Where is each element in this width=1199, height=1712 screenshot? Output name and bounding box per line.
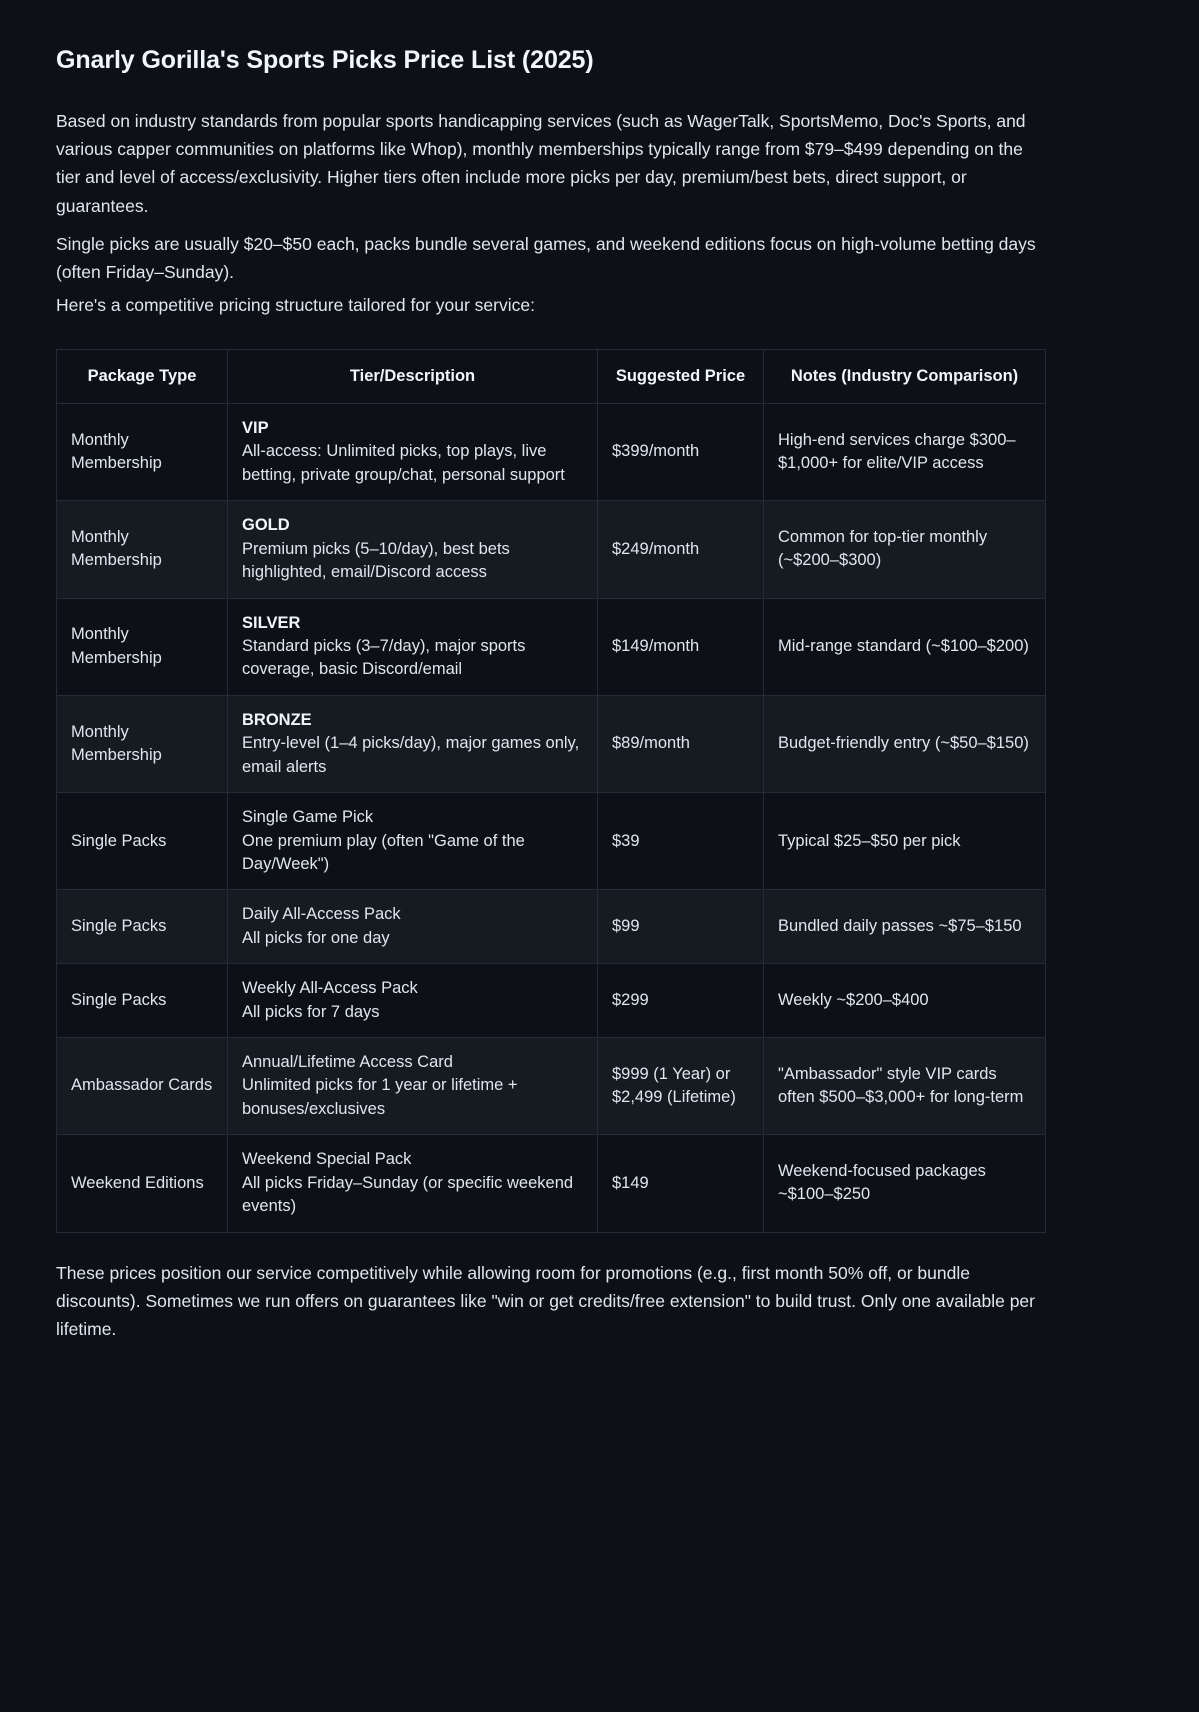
tier-name: BRONZE bbox=[242, 710, 312, 729]
tier-description: Premium picks (5–10/day), best bets highlighted, email/Discord access bbox=[242, 539, 510, 582]
cell-notes: High-end services charge $300–$1,000+ for elite/VIP access bbox=[764, 404, 1046, 501]
table-header bbox=[57, 349, 1046, 403]
cell-package-type: Monthly Membership bbox=[57, 404, 228, 501]
cell-package-type: Single Packs bbox=[57, 890, 228, 964]
table-row bbox=[57, 964, 1046, 1038]
cell-package-type: Single Packs bbox=[57, 793, 228, 890]
column-header-notes: Notes (Industry Comparison) bbox=[764, 349, 1046, 403]
cell-notes: Common for top-tier monthly (~$200–$300) bbox=[764, 501, 1046, 598]
tier-name: SILVER bbox=[242, 613, 301, 632]
cell-tier-description bbox=[228, 1038, 598, 1135]
table-row bbox=[57, 1135, 1046, 1232]
tier-description: All picks for 7 days bbox=[242, 1002, 380, 1021]
cell-notes: Weekend-focused packages ~$100–$250 bbox=[764, 1135, 1046, 1232]
cell-package-type: Weekend Editions bbox=[57, 1135, 228, 1232]
tier-description: Unlimited picks for 1 year or lifetime + bonuses/exclusives bbox=[242, 1076, 518, 1118]
column-header-suggested-price: Suggested Price bbox=[598, 349, 764, 403]
cell-suggested-price: $149/month bbox=[598, 598, 764, 695]
closing-section bbox=[56, 1259, 1143, 1344]
cell-suggested-price: $399/month bbox=[598, 404, 764, 501]
cell-tier-description bbox=[228, 598, 598, 695]
tier-description: All picks Friday–Sunday (or specific weekend events) bbox=[242, 1173, 574, 1216]
table-row bbox=[57, 1038, 1046, 1135]
cell-suggested-price: $149 bbox=[598, 1135, 764, 1232]
cell-package-type: Single Packs bbox=[57, 964, 228, 1038]
table-body bbox=[57, 404, 1046, 1233]
tier-name: Daily All-Access Pack bbox=[242, 905, 401, 924]
tier-name: Single Game Pick bbox=[242, 808, 374, 827]
cell-notes: Mid-range standard (~$100–$200) bbox=[764, 598, 1046, 695]
cell-suggested-price: $999 (1 Year) or $2,499 (Lifetime) bbox=[598, 1038, 764, 1135]
cell-notes: Typical $25–$50 per pick bbox=[764, 793, 1046, 890]
tier-description: Entry-level (1–4 picks/day), major games only, email alerts bbox=[242, 734, 580, 776]
cell-package-type: Monthly Membership bbox=[57, 501, 228, 598]
cell-suggested-price: $99 bbox=[598, 890, 764, 964]
closing-paragraph: These prices position our service competitively while allowing room for promotions (e.g., first month 50% off, or bundle discounts). Sometimes we run offers on guarantees like "win or get credits/free extension" to build trust. Only one available per lifetime. bbox=[56, 1262, 1035, 1340]
cell-tier-description bbox=[228, 404, 598, 501]
intro-paragraph-3: Here's a competitive pricing structure tailored for your service: bbox=[56, 294, 535, 315]
cell-tier-description bbox=[228, 964, 598, 1038]
intro-section bbox=[56, 107, 1143, 319]
tier-description: One premium play (often "Game of the Day/Week") bbox=[242, 831, 525, 873]
tier-name: GOLD bbox=[242, 516, 290, 535]
table-row bbox=[57, 793, 1046, 890]
page-title: Gnarly Gorilla's Sports Picks Price List (2025) bbox=[56, 46, 594, 74]
cell-suggested-price: $89/month bbox=[598, 695, 764, 792]
intro-paragraph-2: Single picks are usually $20–$50 each, packs bundle several games, and weekend editions focus on high-volume betting days (often Friday–Sunday). bbox=[56, 233, 1036, 283]
column-header-tier-description: Tier/Description bbox=[228, 349, 598, 403]
tier-description: All picks for one day bbox=[242, 928, 390, 947]
cell-package-type: Ambassador Cards bbox=[57, 1038, 228, 1135]
cell-notes: Weekly ~$200–$400 bbox=[764, 964, 1046, 1038]
tier-description: All-access: Unlimited picks, top plays, live betting, private group/chat, personal support bbox=[242, 442, 565, 484]
cell-suggested-price: $249/month bbox=[598, 501, 764, 598]
price-table-wrapper bbox=[56, 349, 1143, 1233]
column-header-package-type: Package Type bbox=[57, 349, 228, 403]
cell-notes: Bundled daily passes ~$75–$150 bbox=[764, 890, 1046, 964]
cell-tier-description bbox=[228, 695, 598, 792]
cell-tier-description bbox=[228, 1135, 598, 1232]
tier-name: VIP bbox=[242, 419, 269, 438]
cell-tier-description bbox=[228, 890, 598, 964]
intro-paragraph-1: Based on industry standards from popular sports handicapping services (such as WagerTalk, SportsMemo, Doc's Sports, and various capper communities on platforms like Whop), monthly memberships typically range from $79–$499 depending on the tier and level of access/exclusivity. Higher tiers often include more picks per day, premium/best bets, direct support, or guarantees. bbox=[56, 110, 1026, 216]
table-row bbox=[57, 890, 1046, 964]
tier-description: Standard picks (3–7/day), major sports coverage, basic Discord/email bbox=[242, 636, 526, 679]
cell-tier-description bbox=[228, 793, 598, 890]
cell-tier-description bbox=[228, 501, 598, 598]
price-table bbox=[56, 349, 1046, 1233]
cell-package-type: Monthly Membership bbox=[57, 598, 228, 695]
tier-name: Weekend Special Pack bbox=[242, 1150, 412, 1169]
table-row bbox=[57, 501, 1046, 598]
table-row bbox=[57, 598, 1046, 695]
cell-notes: "Ambassador" style VIP cards often $500–$3,000+ for long-term bbox=[764, 1038, 1046, 1135]
cell-suggested-price: $299 bbox=[598, 964, 764, 1038]
cell-notes: Budget-friendly entry (~$50–$150) bbox=[764, 695, 1046, 792]
table-row bbox=[57, 404, 1046, 501]
table-row bbox=[57, 695, 1046, 792]
tier-name: Annual/Lifetime Access Card bbox=[242, 1053, 453, 1072]
cell-package-type: Monthly Membership bbox=[57, 695, 228, 792]
table-header-row bbox=[57, 349, 1046, 403]
tier-name: Weekly All-Access Pack bbox=[242, 979, 418, 998]
cell-suggested-price: $39 bbox=[598, 793, 764, 890]
